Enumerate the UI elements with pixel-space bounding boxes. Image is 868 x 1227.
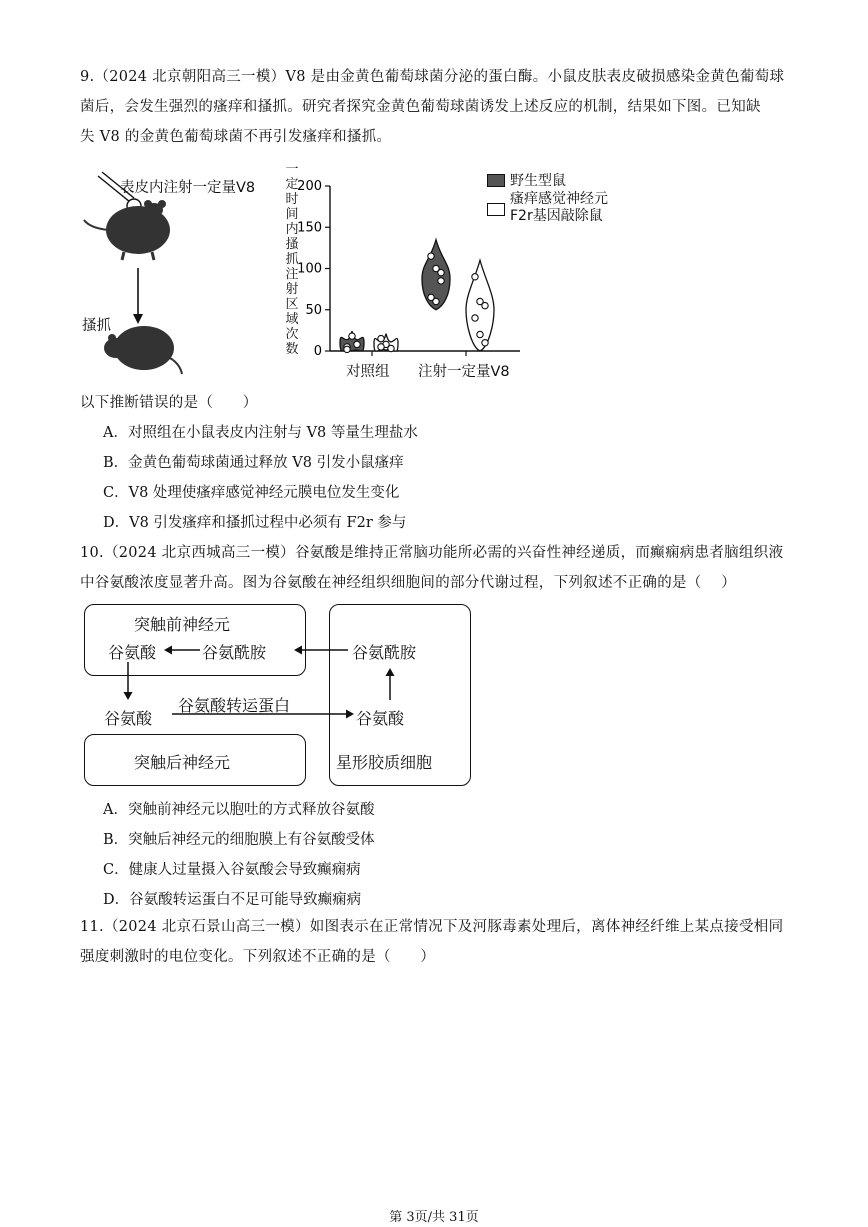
q10-option-b: B．突触后神经元的细胞膜上有谷氨酸受体 xyxy=(103,832,375,848)
diagram-arrows xyxy=(80,600,480,790)
data-point xyxy=(438,278,444,284)
data-point xyxy=(388,345,394,351)
data-point xyxy=(472,274,478,280)
q9-option-c: C．V8 处理使瘙痒感觉神经元膜电位发生变化 xyxy=(103,485,400,501)
q10-line-2: 中谷氨酸浓度显著升高。图为谷氨酸在神经组织细胞间的部分代谢过程，下列叙述不正确的是（ ） xyxy=(80,575,737,591)
q10-option-c: C．健康人过量摄入谷氨酸会导致癫痫病 xyxy=(103,862,361,878)
astro-glutamate: 谷氨酸 xyxy=(356,709,405,728)
presynaptic-title: 突触前神经元 xyxy=(134,615,231,634)
legend-label-knockout-line2: F2r基因敲除鼠 xyxy=(510,208,603,224)
y-tick-label: 0 xyxy=(313,344,322,359)
q11-line-2: 强度刺激时的电位变化。下列叙述不正确的是（ ） xyxy=(80,949,436,965)
data-point xyxy=(344,346,350,352)
data-point xyxy=(378,335,384,341)
q9-option-b: B．金黄色葡萄球菌通过释放 V8 引发小鼠瘙痒 xyxy=(103,455,404,471)
cleft-glutamate: 谷氨酸 xyxy=(104,709,153,728)
q9-option-d: D．V8 引发瘙痒和搔抓过程中必须有 F2r 参与 xyxy=(103,515,407,531)
data-point xyxy=(482,340,488,346)
y-axis-label: 一定时间内搔抓注射区域次数 xyxy=(285,162,299,357)
data-point xyxy=(482,302,488,308)
astrocyte-title: 星形胶质细胞 xyxy=(336,753,433,772)
q10-option-a: A．突触前神经元以胞吐的方式释放谷氨酸 xyxy=(103,802,375,818)
y-tick-label: 200 xyxy=(297,179,322,194)
y-tick-label: 100 xyxy=(297,261,322,277)
legend-label-wildtype: 野生型鼠 xyxy=(510,173,566,189)
data-point xyxy=(354,341,360,347)
q10-option-d: D．谷氨酸转运蛋白不足可能导致癫痫病 xyxy=(103,892,362,908)
y-tick-label: 50 xyxy=(305,302,322,318)
legend-swatch-knockout xyxy=(487,203,505,216)
q11-line-1: 11.（2024 北京石景山高三一模）如图表示在正常情况下及河豚毒素处理后，离体神经纤维上某点接受相同 xyxy=(80,919,784,935)
q9-prompt: 以下推断错误的是（ ） xyxy=(80,395,258,411)
q9-option-a: A．对照组在小鼠表皮内注射与 V8 等量生理盐水 xyxy=(103,425,418,441)
q9-line-3: 失 V8 的金黄色葡萄球菌不再引发瘙痒和搔抓。 xyxy=(80,129,392,145)
q9-line-2: 菌后，会发生强烈的瘙痒和搔抓。研究者探究金黄色葡萄球菌诱发上述反应的机制，结果如下图。已知缺 xyxy=(80,99,761,115)
data-point xyxy=(433,298,439,304)
data-point xyxy=(378,344,384,350)
data-point xyxy=(438,269,444,275)
q9-line-1: 9.（2024 北京朝阳高三一模）V8 是由金黄色葡萄球菌分泌的蛋白酶。小鼠皮肤表皮破损感染金黄色葡萄球 xyxy=(80,69,785,85)
mouse-illustration xyxy=(78,168,190,378)
postsynaptic-title: 突触后神经元 xyxy=(134,753,231,772)
legend-label-knockout-line1: 瘙痒感觉神经元 xyxy=(510,191,608,207)
data-point xyxy=(477,331,483,337)
transporter-label: 谷氨酸转运蛋白 xyxy=(178,696,291,715)
astro-glutamine: 谷氨酰胺 xyxy=(352,643,417,662)
category-label-control: 对照组 xyxy=(346,364,390,380)
scratch-label: 搔抓 xyxy=(82,318,111,334)
page-footer: 第 3页/共 31页 xyxy=(389,1210,479,1225)
data-point xyxy=(428,253,434,259)
inject-label: 表皮内注射一定量V8 xyxy=(120,180,256,196)
pre-glutamine: 谷氨酰胺 xyxy=(202,643,267,662)
y-tick-label: 150 xyxy=(297,220,322,236)
data-point xyxy=(472,315,478,321)
data-point xyxy=(349,333,355,339)
legend-swatch-wildtype xyxy=(487,174,505,187)
category-label-v8: 注射一定量V8 xyxy=(418,364,510,380)
pre-glutamate: 谷氨酸 xyxy=(108,643,157,662)
q10-line-1: 10.（2024 北京西城高三一模）谷氨酸是维持正常脑功能所必需的兴奋性神经递质，而癫痫病患者脑组织液 xyxy=(80,545,784,561)
legend-label-knockout xyxy=(510,191,608,225)
